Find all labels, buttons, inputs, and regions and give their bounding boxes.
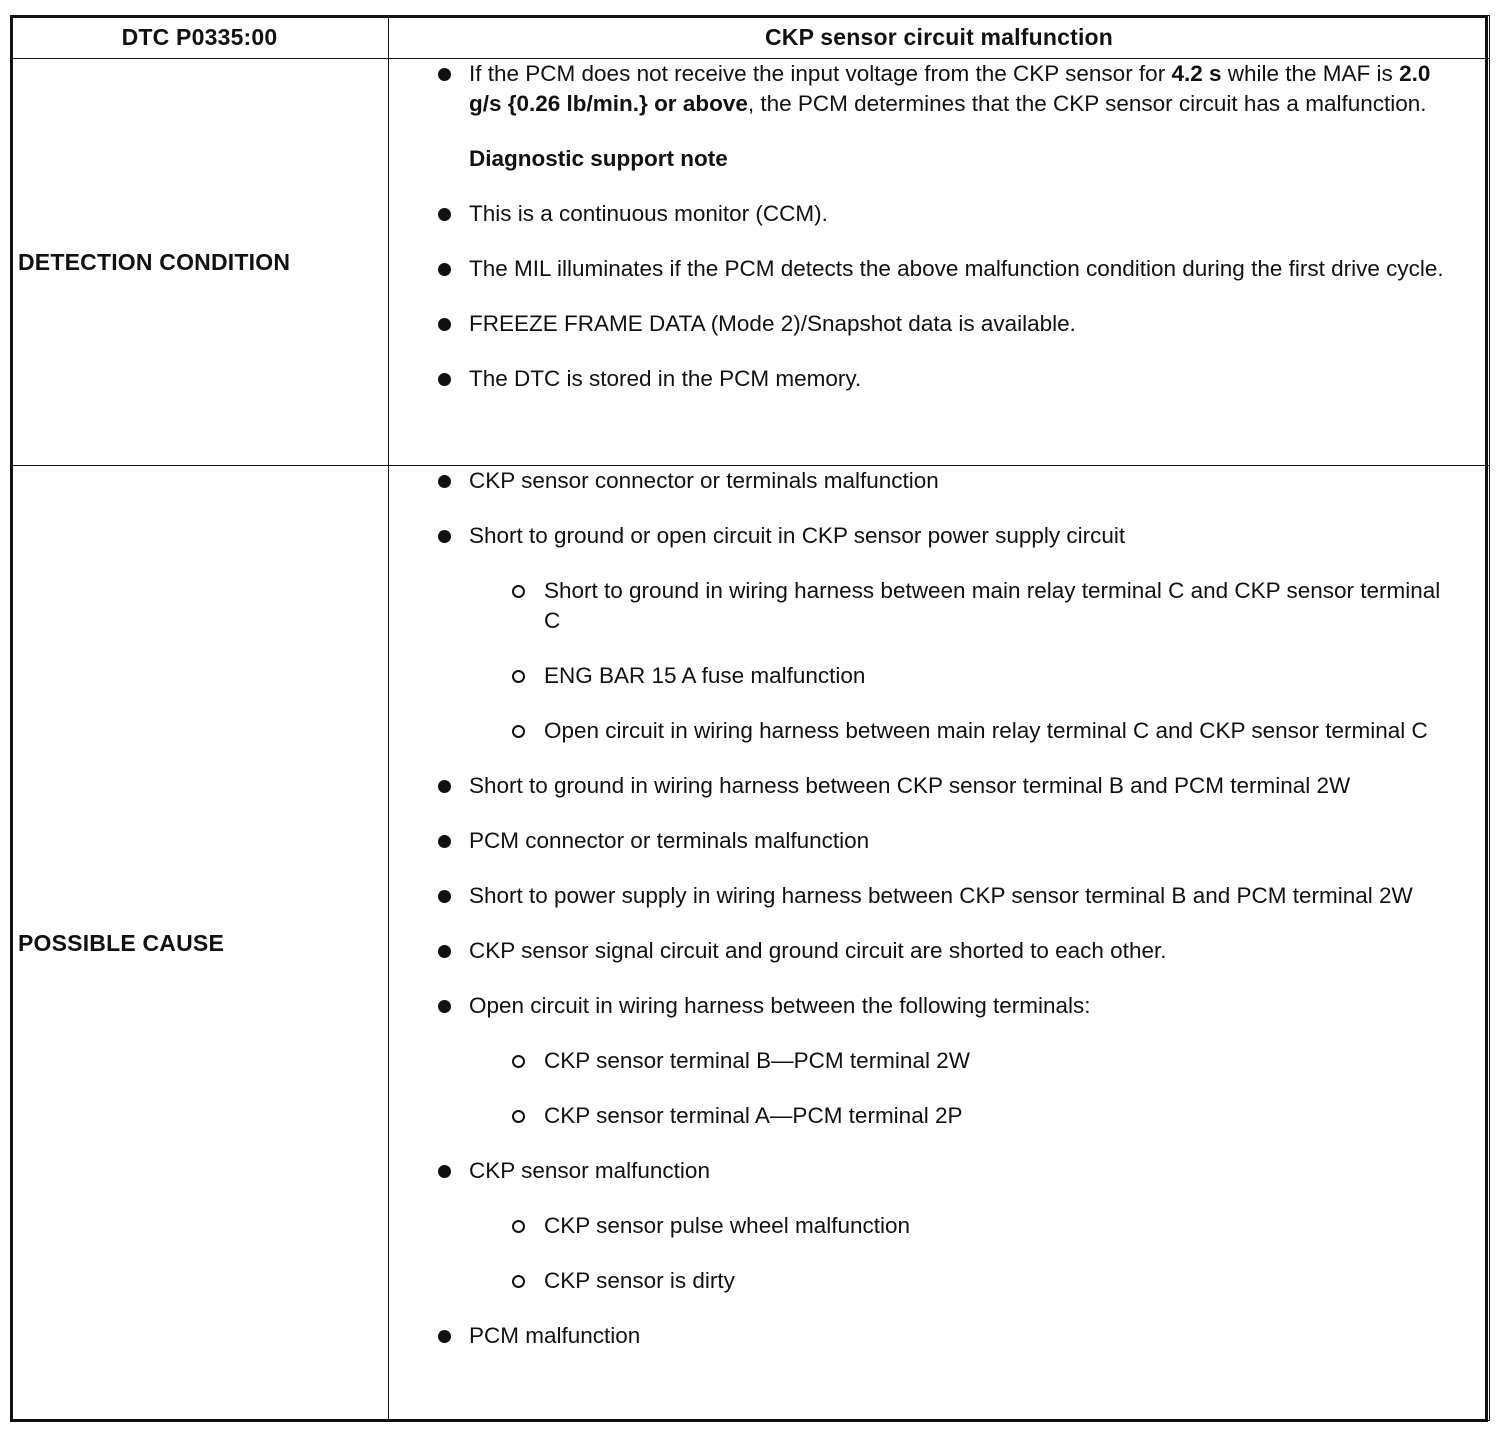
cause-text: PCM malfunction	[469, 1323, 641, 1348]
cause-text: CKP sensor terminal B—PCM terminal 2W	[544, 1048, 970, 1073]
list-item	[389, 1156, 1489, 1186]
list-item	[389, 936, 1489, 966]
dtc-code: DTC P0335:00	[11, 16, 389, 59]
condition-duration: 4.2 s	[1171, 61, 1222, 86]
sub-list-item	[389, 1266, 1489, 1296]
bullet-icon	[438, 208, 451, 221]
condition-text-3: , the PCM determines that the CKP sensor circuit has a malfunction.	[747, 91, 1427, 116]
cause-text: Open circuit in wiring harness between main relay terminal C and CKP sensor terminal C	[544, 718, 1428, 743]
cause-text: Short to power supply in wiring harness between CKP sensor terminal B and PCM terminal 2W	[469, 883, 1413, 908]
circle-bullet-icon	[512, 670, 525, 683]
cause-text: CKP sensor signal circuit and ground circuit are shorted to each other.	[469, 938, 1167, 963]
bullet-icon	[438, 263, 451, 276]
cause-text: PCM connector or terminals malfunction	[469, 828, 870, 853]
circle-bullet-icon	[512, 1055, 525, 1068]
cause-text: Open circuit in wiring harness between the following terminals:	[469, 993, 1091, 1018]
cause-list	[389, 466, 1489, 1351]
sub-list-item	[389, 1046, 1489, 1076]
detection-condition-label: DETECTION CONDITION	[11, 59, 389, 466]
possible-cause-row	[11, 466, 1490, 1421]
circle-bullet-icon	[512, 725, 525, 738]
bullet-icon	[438, 835, 451, 848]
circle-bullet-icon	[512, 1110, 525, 1123]
bullet-icon	[438, 373, 451, 386]
note-text: FREEZE FRAME DATA (Mode 2)/Snapshot data is available.	[469, 311, 1076, 336]
bullet-icon	[438, 890, 451, 903]
circle-bullet-icon	[512, 585, 525, 598]
note-text: The DTC is stored in the PCM memory.	[469, 366, 862, 391]
sub-list-item	[389, 1211, 1489, 1241]
bullet-icon	[438, 1000, 451, 1013]
cause-text: CKP sensor terminal A—PCM terminal 2P	[544, 1103, 963, 1128]
bullet-icon	[438, 68, 451, 81]
list-item	[389, 254, 1489, 284]
note-text: This is a continuous monitor (CCM).	[469, 201, 828, 226]
cause-text: ENG BAR 15 A fuse malfunction	[544, 663, 866, 688]
bullet-icon	[438, 1165, 451, 1178]
bullet-icon	[438, 780, 451, 793]
sub-list-item	[389, 716, 1489, 746]
cause-text: Short to ground or open circuit in CKP sensor power supply circuit	[469, 523, 1126, 548]
cause-text: Short to ground in wiring harness between CKP sensor terminal B and PCM terminal 2W	[469, 773, 1351, 798]
detection-condition-row	[11, 59, 1490, 466]
sub-list-item	[389, 576, 1489, 636]
cause-text: CKP sensor malfunction	[469, 1158, 710, 1183]
list-item	[389, 826, 1489, 856]
possible-cause-content	[389, 466, 1490, 1421]
list-item	[389, 771, 1489, 801]
sub-list-item	[389, 1101, 1489, 1131]
cause-text: CKP sensor pulse wheel malfunction	[544, 1213, 911, 1238]
circle-bullet-icon	[512, 1220, 525, 1233]
sub-list-item	[389, 661, 1489, 691]
detection-list	[389, 59, 1489, 394]
note-heading: Diagnostic support note	[469, 146, 728, 171]
list-item	[389, 991, 1489, 1021]
note-text: The MIL illuminates if the PCM detects the above malfunction condition during the first drive cycle.	[469, 256, 1444, 281]
condition-maf-threshold: 2.0 g/s {0.26 lb/min.} or above	[469, 61, 1431, 116]
condition-text-1: If the PCM does not receive the input voltage from the CKP sensor for	[469, 61, 1172, 86]
cause-text: CKP sensor is dirty	[544, 1268, 735, 1293]
bullet-icon	[438, 945, 451, 958]
list-item	[389, 59, 1489, 119]
list-item	[389, 1321, 1489, 1351]
detection-condition-content	[389, 59, 1490, 466]
condition-text-2: while the MAF is	[1221, 61, 1400, 86]
dtc-table	[10, 15, 1490, 1421]
list-item	[389, 881, 1489, 911]
possible-cause-label: POSSIBLE CAUSE	[11, 466, 389, 1421]
bullet-icon	[438, 475, 451, 488]
bullet-icon	[438, 530, 451, 543]
circle-bullet-icon	[512, 1275, 525, 1288]
dtc-description: CKP sensor circuit malfunction	[389, 16, 1490, 59]
list-item	[389, 364, 1489, 394]
list-item	[389, 199, 1489, 229]
cause-text: CKP sensor connector or terminals malfunction	[469, 468, 939, 493]
bullet-icon	[438, 318, 451, 331]
bullet-icon	[438, 1330, 451, 1343]
list-item	[389, 521, 1489, 551]
table-header-row	[11, 16, 1490, 59]
cause-text: Short to ground in wiring harness between main relay terminal C and CKP sensor terminal C	[544, 578, 1441, 633]
list-item	[389, 309, 1489, 339]
list-item	[389, 466, 1489, 496]
